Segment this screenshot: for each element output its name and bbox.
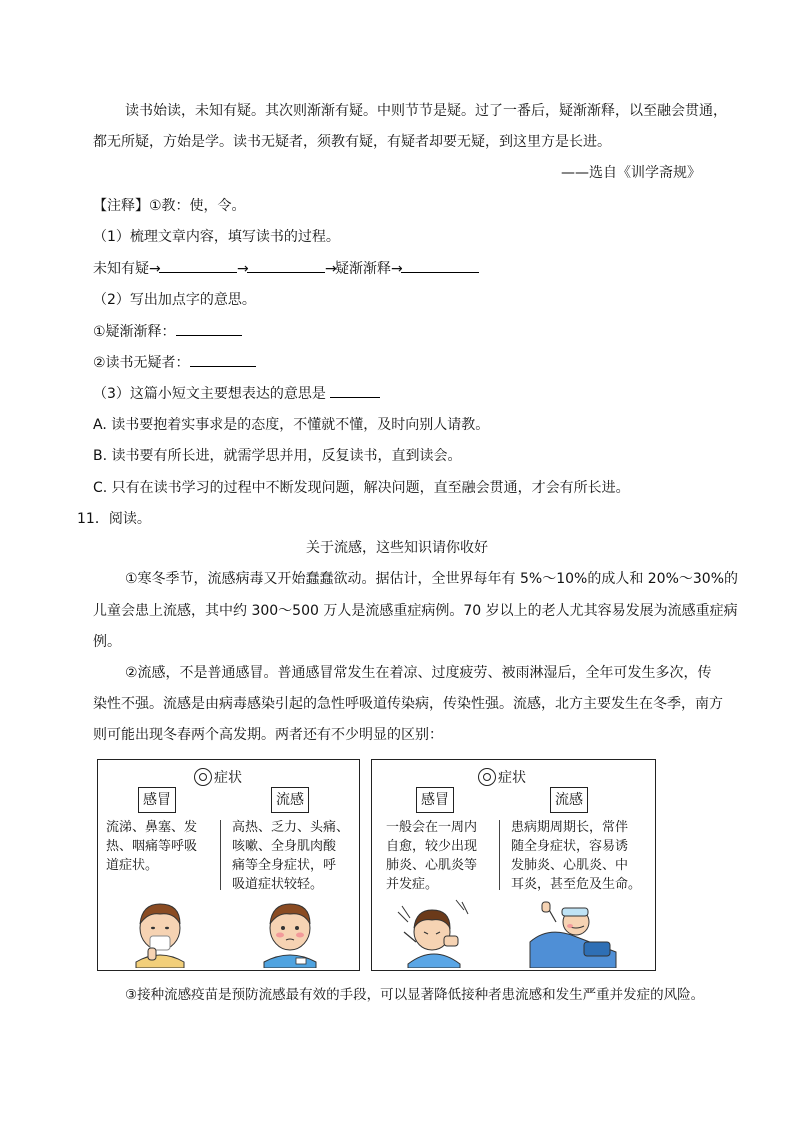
question-1-prompt: （1）梳理文章内容，填写读书的过程。: [93, 229, 340, 245]
symptom-panel-2: [371, 759, 656, 971]
passage-line-2: 都无所疑，方始是学。读书无疑者，须教有疑，有疑者却要无疑，到这里方是长进。: [93, 134, 611, 150]
article-p2-line-3: 则可能出现冬春两个高发期。两者还有不少明显的区别：: [93, 727, 443, 743]
option-b: B. 读书要有所长进，就需学思并用，反复读书，直到读会。: [93, 448, 462, 464]
arrow-icon: →: [149, 261, 161, 277]
flu-symptoms: 高热、乏力、头痛、 咳嗽、全身肌肉酸 痛等全身症状，呼 吸道症状较轻。: [232, 820, 350, 892]
tag-cold: 感冒: [416, 787, 454, 813]
process-step-start: 未知有疑: [93, 261, 149, 277]
article-p1-line-2: 儿童会患上流感，其中约 300～500 万人是流感重症病例。70 岁以上的老人尤其容易发展为流感重症病: [93, 603, 738, 619]
question-2-item-2: [93, 352, 256, 373]
column-divider: [499, 820, 500, 890]
process-step-middle: 疑渐渐释: [335, 261, 391, 277]
child-in-bed-illustration: [528, 896, 618, 968]
arrow-icon: →: [325, 261, 337, 277]
panel-title: [194, 768, 242, 788]
child-fever-illustration: [258, 898, 322, 968]
panel-title: [478, 768, 526, 788]
passage-source: ——选自《训学斋规》: [561, 165, 701, 181]
answer-blank-q2-1[interactable]: [176, 321, 242, 336]
question-3-prompt: [93, 383, 380, 404]
target-icon: [194, 768, 212, 786]
flu-complications: 患病期周期长，常伴 随全身症状，容易诱 发肺炎、心肌炎、中 耳炎，甚至危及生命。: [511, 820, 642, 892]
annotation-note: 【注释】①教：使，令。: [93, 198, 246, 214]
question-2-item-1: [93, 321, 242, 342]
option-c: C. 只有在读书学习的过程中不断发现问题，解决问题，直至融会贯通，才会有所长进。: [93, 480, 630, 496]
tag-flu: 流感: [550, 787, 588, 813]
tag-cold: 感冒: [138, 787, 176, 813]
symptom-panel-1: [97, 759, 360, 971]
cold-symptoms: 流涕、鼻塞、发 热、咽痛等呼吸 道症状。: [106, 820, 198, 873]
arrow-icon: →: [391, 261, 403, 277]
question-2-prompt: （2）写出加点字的意思。: [93, 292, 256, 308]
option-a: A. 读书要抱着实事求是的态度，不懂就不懂，及时向别人请教。: [93, 417, 490, 433]
passage-line-1: 读书始读，未知有疑。其次则渐渐有疑。中则节节是疑。过了一番后，疑渐渐释，以至融会贯通，: [125, 103, 727, 119]
question-2-item-2-label: ②读书无疑者：: [93, 355, 190, 371]
article-title: 关于流感，这些知识请你收好: [306, 540, 488, 556]
child-coughing-illustration: [394, 892, 474, 968]
question-2-item-1-label: ①疑渐渐释：: [93, 324, 176, 340]
article-p1-line-1: ①寒冬季节，流感病毒又开始蠢蠢欲动。据估计，全世界每年有 5%～10%的成人和 20%～30%的: [125, 571, 739, 587]
question-3-prompt-text: （3）这篇小短文主要想表达的意思是: [93, 386, 326, 402]
article-p2-line-1: ②流感，不是普通感冒。普通感冒常发生在着凉、过度疲劳、被雨淋湿后，全年可发生多次，传: [125, 665, 712, 681]
tag-flu: 流感: [271, 787, 309, 813]
article-p3: ③接种流感疫苗是预防流感最有效的手段，可以显著降低接种者患流感和发生严重并发症的风险。: [125, 987, 705, 1003]
child-sneezing-illustration: [128, 898, 192, 968]
answer-blank-1[interactable]: [159, 258, 237, 273]
answer-blank-q2-2[interactable]: [190, 352, 256, 367]
answer-blank-q3[interactable]: [330, 383, 380, 398]
answer-blank-3[interactable]: [401, 258, 479, 273]
answer-blank-2[interactable]: [247, 258, 325, 273]
process-chain: [93, 258, 479, 279]
column-divider: [220, 820, 221, 890]
cold-complications: 一般会在一周内 自愈，较少出现 肺炎、心肌炎等 并发症。: [386, 820, 478, 892]
article-p1-line-3: 例。: [93, 634, 121, 650]
panel-title-text: 症状: [498, 770, 526, 786]
panel-title-text: 症状: [214, 770, 242, 786]
target-icon: [478, 768, 496, 786]
arrow-icon: →: [237, 261, 249, 277]
article-p2-line-2: 染性不强。流感是由病毒感染引起的急性呼吸道传染病，传染性强。流感，北方主要发生在冬季，南方: [93, 696, 723, 712]
question-11-number: 11．阅读。: [77, 511, 151, 527]
